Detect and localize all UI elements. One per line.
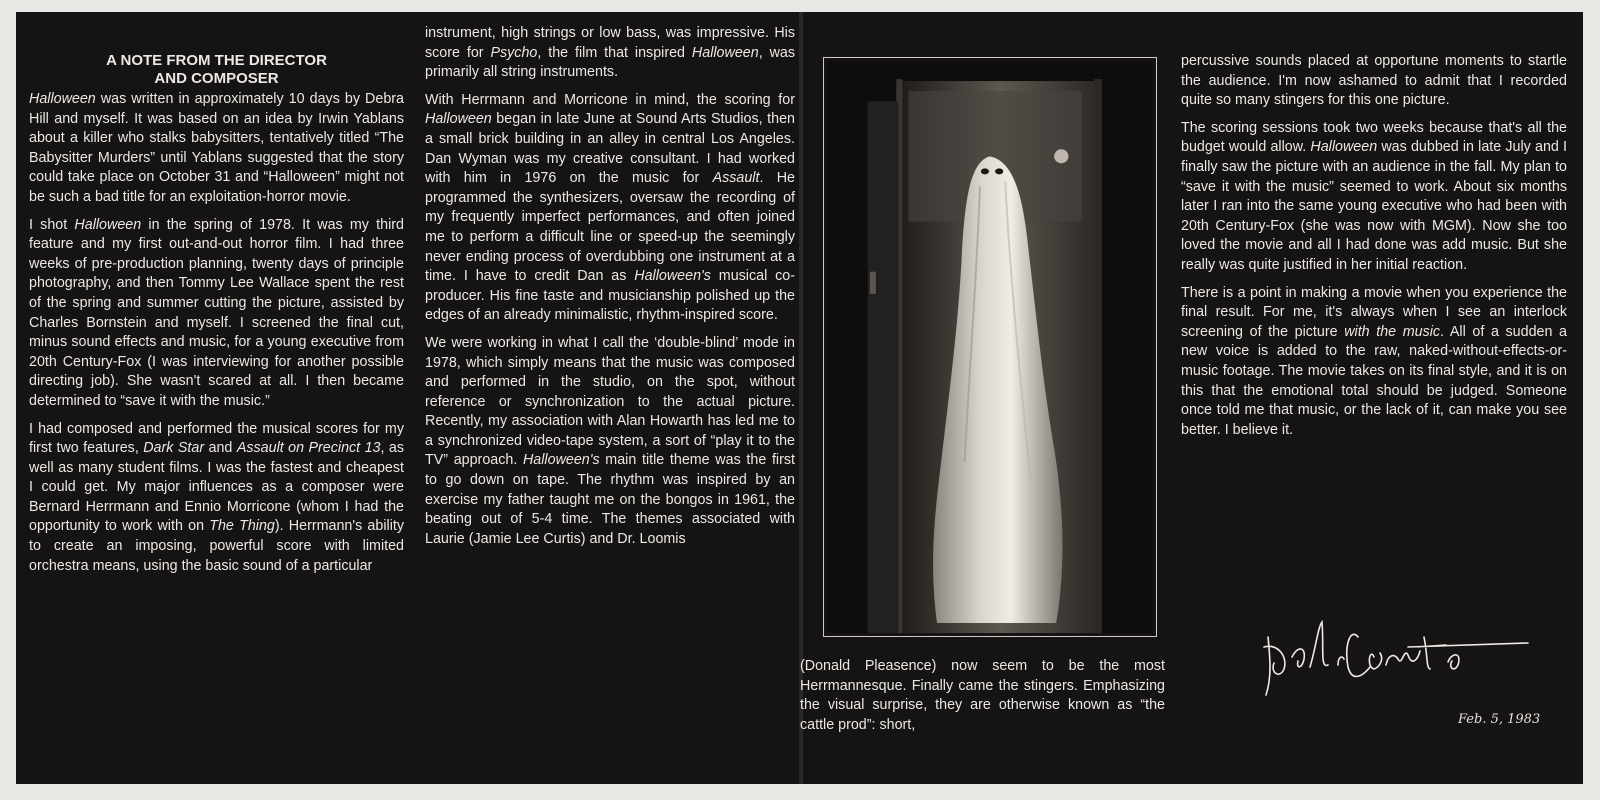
- text-column-3: [800, 657, 1165, 743]
- paragraph: I had composed and performed the musical scores for my first two features, Dark Star and Assault on Precinct 13, as well as many student films. I was the fastest and cheapest I could get. My major influences as a composer were Bernard Herrmann and Ennio Morricone (whom I had the opportunity to work with on The Thing). Herrmann's ability to create an imposing, powerful score with limited orchestra means, using the basic sound of a particular: [29, 420, 404, 574]
- paragraph: Halloween was written in approximately 10 days by Debra Hill and myself. It was based on an idea by Irwin Yablans about a killer who stalks babysitters, tentatively titled “The Babysitter Murders” until Yablans suggested that the story could take place on October 31 and “Halloween” might not be such a bad title for an exploitation-horror movie.: [29, 91, 404, 205]
- left-page: [16, 12, 799, 784]
- heading-line-1: A NOTE FROM THE DIRECTOR: [106, 52, 327, 69]
- article-heading: [29, 52, 404, 88]
- signature: [1258, 607, 1538, 702]
- signature-date: Feb. 5, 1983: [1458, 712, 1541, 727]
- right-page: [800, 12, 1583, 784]
- paragraph: (Donald Pleasence) now seem to be the most Herrmannesque. Finally came the stingers. Emphasizing the visual surprise, they are otherwise known as “the cattle prod”: short,: [800, 658, 1165, 733]
- ghost-photo-frame: [823, 57, 1157, 637]
- paragraph: instrument, high strings or low bass, was impressive. His score for Psycho, the film that inspired Halloween, was primarily all string instruments.: [425, 25, 795, 81]
- paragraph: I shot Halloween in the spring of 1978. It was my third feature and my first out-and-out horror film. I had three weeks of pre-production planning, twenty days of principle photography, and then Tommy Lee Wallace spent the rest of the spring and summer cutting the picture, assisted by Charles Bornstein and myself. I screened the final cut, minus sound effects and music, for a young executive from 20th Century-Fox (I was interviewing for another possible directing job). She wasn't scared at all. I then became determined to “save it with the music.”: [29, 216, 404, 409]
- paragraph: The scoring sessions took two weeks because that's all the budget would allow. Halloween was dubbed in late July and I finally saw the picture with an audience in the fall. My plan to “save it with the music” seemed to work. About six months later I ran into the same young executive who had been with 20th Century-Fox (she was now with MGM). Now she too loved the movie and all I had done was add music. But she really was quite justified in her initial reaction.: [1181, 119, 1568, 273]
- text-column-1: [29, 52, 404, 584]
- paragraph: We were working in what I call the ‘double-blind’ mode in 1978, which simply means that the music was composed and performed in the studio, on the spot, without reference or synchronization to the actual picture. Recently, my association with Alan Howarth has led me to a synchronized video-tape system, a sort of “play it to the TV” approach. Halloween's main title theme was the first to go down on tape. The rhythm was inspired by an exercise my father taught me on the bongos in 1961, the beating out of 5-4 time. The themes associated with Laurie (Jamie Lee Curtis) and Dr. Loomis: [425, 334, 795, 547]
- ghost-photo: [827, 61, 1153, 633]
- text-column-4: [1181, 52, 1567, 448]
- paragraph: percussive sounds placed at opportune moments to startle the audience. I'm now ashamed to admit that I recorded quite so many stingers for this one picture.: [1181, 53, 1567, 109]
- text-column-2: [425, 24, 795, 557]
- heading-line-2: AND COMPOSER: [154, 70, 279, 87]
- paragraph: There is a point in making a movie when you experience the final result. For me, it's always when I see an interlock screening of the picture with the music. All of a sudden a new voice is added to the raw, naked-without-effects-or-music footage. The movie takes on its final style, and it is on this that the emotional total should be judged. Someone once told me that music, or the lack of it, can make you see better. I believe it.: [1181, 284, 1568, 438]
- paragraph: With Herrmann and Morricone in mind, the scoring for Halloween began in late June at Sound Arts Studios, then a small brick building in an alley in central Los Angeles. Dan Wyman was my creative consultant. I had worked with him in 1976 on the music for Assault. He programmed the synthesizers, oversaw the recording of my frequently imperfect performances, and often joined me to perform a difficult line or speed-up the seemingly never ending process of overdubbing one instrument at a time. I have to credit Dan as Halloween's musical co-producer. His fine taste and musicianship polished up the edges of an already minimalistic, rhythm-inspired score.: [425, 91, 795, 324]
